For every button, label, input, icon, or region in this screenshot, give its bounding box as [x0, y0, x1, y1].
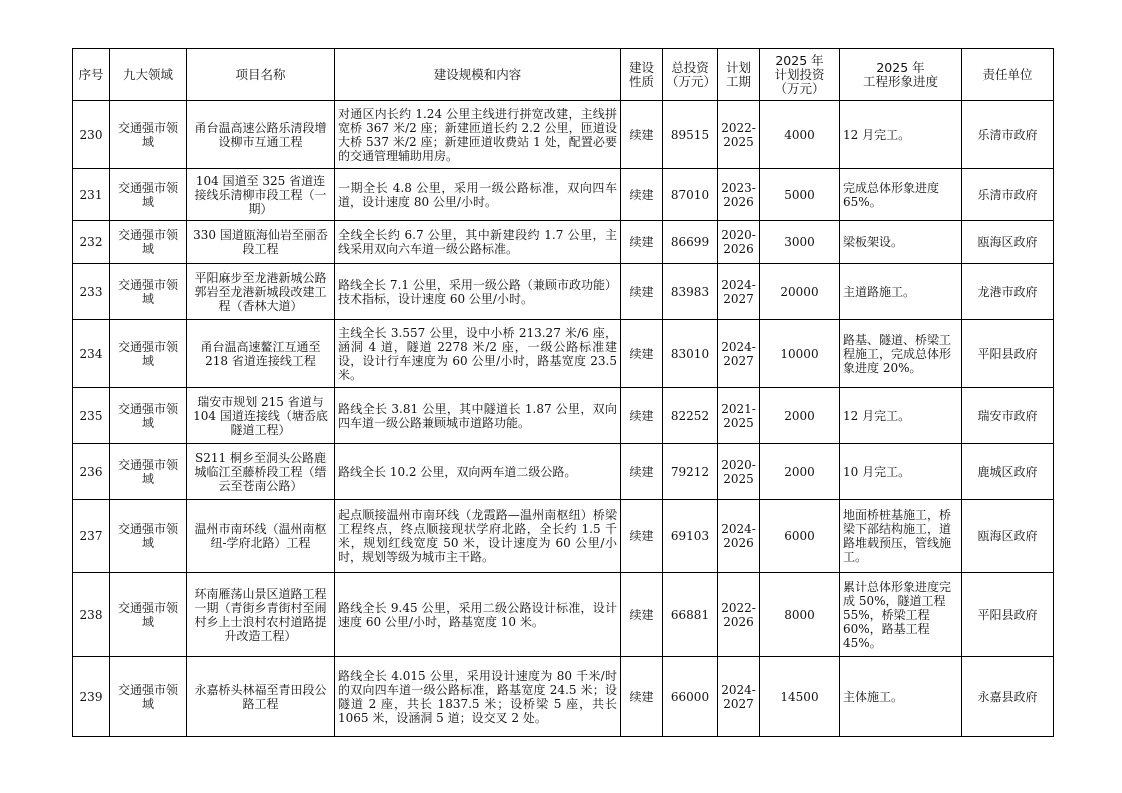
cell-period: 2024-2027: [718, 264, 760, 320]
cell-progress: 地面桥桩基施工，桥梁下部结构施工，道路堆载预压，管线施工。: [840, 500, 962, 573]
cell-progress: 12 月完工。: [840, 388, 962, 444]
cell-nature: 续建: [621, 101, 663, 169]
cell-period: 2023-2026: [718, 169, 760, 221]
cell-scope: 一期全长 4.8 公里，采用一级公路标准，双向四车道，设计速度 80 公里/小时。: [335, 169, 621, 221]
cell-progress: 12 月完工。: [840, 101, 962, 169]
cell-name: 平阳麻步至龙港新城公路郭岩至龙港新城段改建工程（香林大道）: [187, 264, 335, 320]
cell-name: 甬台温高速公路乐清段增设柳市互通工程: [187, 101, 335, 169]
cell-unit: 永嘉县政府: [962, 657, 1054, 737]
cell-unit: 平阳县政府: [962, 573, 1054, 657]
cell-seq: 234: [73, 320, 110, 388]
cell-seq: 239: [73, 657, 110, 737]
header-name: 项目名称: [187, 49, 335, 101]
cell-name: 环南雁荡山景区道路工程一期（青街乡青街村至闹村乡上士浪村农村道路提升改造工程）: [187, 573, 335, 657]
cell-seq: 235: [73, 388, 110, 444]
cell-progress: 10 月完工。: [840, 444, 962, 500]
table-row: [73, 500, 1054, 573]
cell-scope: 路线全长 9.45 公里，采用二级公路设计标准，设计速度 60 公里/小时，路基宽度 10 米。: [335, 573, 621, 657]
cell-seq: 230: [73, 101, 110, 169]
header-domain: 九大领域: [110, 49, 187, 101]
cell-plan: 10000: [760, 320, 840, 388]
cell-seq: 231: [73, 169, 110, 221]
header-row: [73, 49, 1054, 101]
cell-nature: 续建: [621, 169, 663, 221]
projects-table: [72, 48, 1054, 737]
cell-period: 2024-2027: [718, 657, 760, 737]
header-period: 计划 工期: [718, 49, 760, 101]
cell-seq: 232: [73, 221, 110, 264]
cell-unit: 乐清市政府: [962, 169, 1054, 221]
cell-nature: 续建: [621, 573, 663, 657]
cell-plan: 2000: [760, 388, 840, 444]
table-row: [73, 221, 1054, 264]
cell-invest: 66881: [663, 573, 718, 657]
cell-name: 330 国道瓯海仙岩至丽岙段工程: [187, 221, 335, 264]
header-plan2025: 2025 年 计划投资 （万元）: [760, 49, 840, 101]
cell-unit: 平阳县政府: [962, 320, 1054, 388]
cell-period: 2022-2025: [718, 101, 760, 169]
cell-unit: 瓯海区政府: [962, 221, 1054, 264]
cell-name: 104 国道至 325 省道连接线乐清柳市段工程（一期）: [187, 169, 335, 221]
cell-invest: 66000: [663, 657, 718, 737]
cell-domain: 交通强市领域: [110, 657, 187, 737]
cell-nature: 续建: [621, 264, 663, 320]
table-row: [73, 264, 1054, 320]
cell-plan: 20000: [760, 264, 840, 320]
cell-seq: 236: [73, 444, 110, 500]
table-row: [73, 101, 1054, 169]
cell-domain: 交通强市领域: [110, 221, 187, 264]
cell-invest: 87010: [663, 169, 718, 221]
header-progress: 2025 年 工程形象进度: [840, 49, 962, 101]
cell-progress: 梁板架设。: [840, 221, 962, 264]
header-scope: 建设规模和内容: [335, 49, 621, 101]
cell-plan: 14500: [760, 657, 840, 737]
cell-progress: 累计总体形象进度完成 50%，隧道工程 55%，桥梁工程 60%，路基工程 45%。: [840, 573, 962, 657]
cell-scope: 对通区内长约 1.24 公里主线进行拼宽改建，主线拼宽桥 367 米/2 座；新建匝道长约 2.2 公里，匝道设大桥 537 米/2 座；新建匝道收费站 1 处，配置必要的交通管理辅助用房。: [335, 101, 621, 169]
cell-unit: 乐清市政府: [962, 101, 1054, 169]
cell-name: 甬台温高速鳌江互通至 218 省道连接线工程: [187, 320, 335, 388]
cell-invest: 69103: [663, 500, 718, 573]
cell-invest: 86699: [663, 221, 718, 264]
cell-name: 温州市南环线（温州南枢纽-学府北路）工程: [187, 500, 335, 573]
cell-invest: 83010: [663, 320, 718, 388]
cell-name: 永嘉桥头林福至青田段公路工程: [187, 657, 335, 737]
cell-progress: 完成总体形象进度 65%。: [840, 169, 962, 221]
cell-seq: 238: [73, 573, 110, 657]
cell-period: 2020-2025: [718, 444, 760, 500]
cell-name: S211 桐乡至洞头公路鹿城临江至藤桥段工程（缙云至苍南公路）: [187, 444, 335, 500]
cell-domain: 交通强市领域: [110, 101, 187, 169]
cell-unit: 瓯海区政府: [962, 500, 1054, 573]
table-row: [73, 388, 1054, 444]
cell-plan: 2000: [760, 444, 840, 500]
cell-name: 瑞安市规划 215 省道与 104 国道连接线（塘岙底隧道工程）: [187, 388, 335, 444]
cell-scope: 路线全长 3.81 公里，其中隧道长 1.87 公里，双向四车道一级公路兼顾城市道路功能。: [335, 388, 621, 444]
cell-unit: 瑞安市政府: [962, 388, 1054, 444]
cell-domain: 交通强市领域: [110, 320, 187, 388]
header-nature: 建设 性质: [621, 49, 663, 101]
cell-invest: 82252: [663, 388, 718, 444]
cell-unit: 鹿城区政府: [962, 444, 1054, 500]
table-row: [73, 444, 1054, 500]
cell-progress: 主体施工。: [840, 657, 962, 737]
table-row: [73, 657, 1054, 737]
cell-progress: 路基、隧道、桥梁工程施工，完成总体形象进度 20%。: [840, 320, 962, 388]
cell-nature: 续建: [621, 320, 663, 388]
header-unit: 责任单位: [962, 49, 1054, 101]
cell-period: 2022-2026: [718, 573, 760, 657]
cell-domain: 交通强市领域: [110, 500, 187, 573]
cell-progress: 主道路施工。: [840, 264, 962, 320]
cell-domain: 交通强市领域: [110, 388, 187, 444]
cell-scope: 路线全长 7.1 公里，采用一级公路（兼顾市政功能）技术指标，设计速度 60 公里/小时。: [335, 264, 621, 320]
cell-plan: 6000: [760, 500, 840, 573]
cell-invest: 79212: [663, 444, 718, 500]
cell-scope: 路线全长 4.015 公里，采用设计速度为 80 千米/时的双向四车道一级公路标准，路基宽度 24.5 米；设隧道 2 座，共长 1837.5 米；设桥梁 5 座，共长 1065 米，设涵洞 5 道；设交叉 2 处。: [335, 657, 621, 737]
cell-domain: 交通强市领域: [110, 264, 187, 320]
cell-scope: 路线全长 10.2 公里，双向两车道二级公路。: [335, 444, 621, 500]
header-invest: 总投资 （万元）: [663, 49, 718, 101]
cell-period: 2020-2026: [718, 221, 760, 264]
cell-nature: 续建: [621, 444, 663, 500]
cell-plan: 4000: [760, 101, 840, 169]
cell-invest: 89515: [663, 101, 718, 169]
table-row: [73, 320, 1054, 388]
cell-period: 2021-2025: [718, 388, 760, 444]
cell-unit: 龙港市政府: [962, 264, 1054, 320]
cell-nature: 续建: [621, 388, 663, 444]
cell-scope: 起点顺接温州市南环线（龙霞路—温州南枢纽）桥梁工程终点，终点顺接现状学府北路，全长约 1.5 千米，规划红线宽度 50 米，设计速度为 60 公里/小时，规划等级为城市主干路。: [335, 500, 621, 573]
cell-invest: 83983: [663, 264, 718, 320]
cell-domain: 交通强市领域: [110, 169, 187, 221]
cell-plan: 8000: [760, 573, 840, 657]
cell-nature: 续建: [621, 657, 663, 737]
cell-domain: 交通强市领域: [110, 444, 187, 500]
cell-plan: 3000: [760, 221, 840, 264]
cell-scope: 全线全长约 6.7 公里，其中新建段约 1.7 公里，主线采用双向六车道一级公路标准。: [335, 221, 621, 264]
table-row: [73, 169, 1054, 221]
cell-period: 2024-2026: [718, 500, 760, 573]
cell-domain: 交通强市领域: [110, 573, 187, 657]
cell-seq: 237: [73, 500, 110, 573]
header-seq: 序号: [73, 49, 110, 101]
cell-scope: 主线全长 3.557 公里，设中小桥 213.27 米/6 座，涵洞 4 道，隧道 2278 米/2 座，一级公路标准建设，设计行车速度为 60 公里/小时，路基宽度 23.5 米。: [335, 320, 621, 388]
cell-period: 2024-2027: [718, 320, 760, 388]
table-row: [73, 573, 1054, 657]
cell-seq: 233: [73, 264, 110, 320]
cell-nature: 续建: [621, 221, 663, 264]
cell-plan: 5000: [760, 169, 840, 221]
cell-nature: 续建: [621, 500, 663, 573]
